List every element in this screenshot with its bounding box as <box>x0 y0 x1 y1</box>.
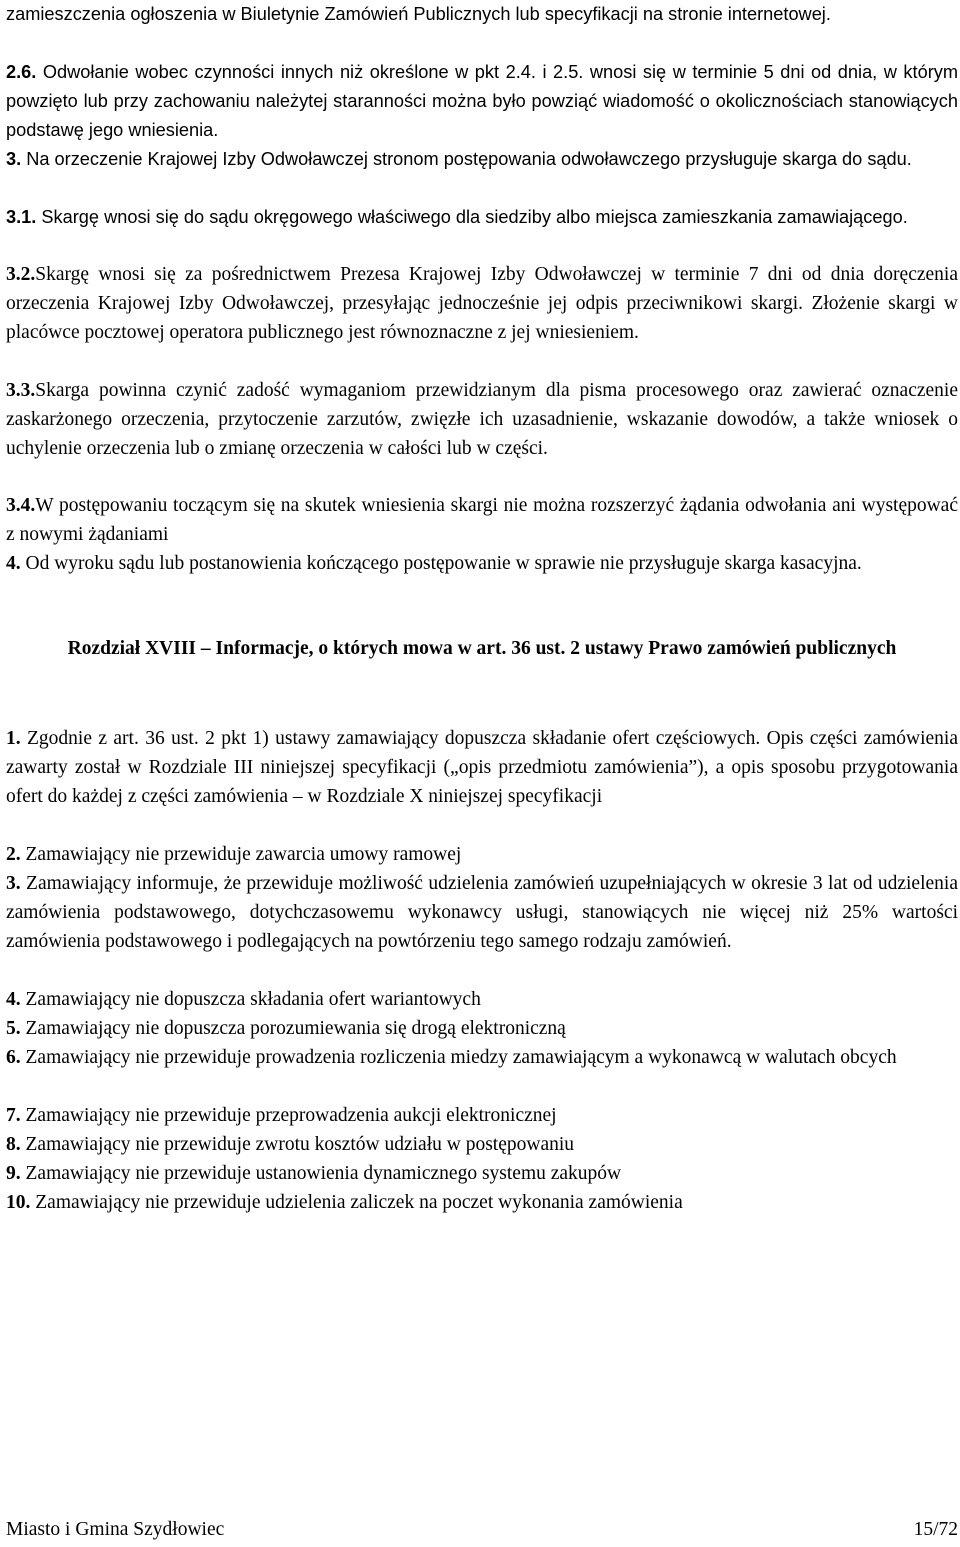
item-number: 2. <box>6 844 21 865</box>
item-text: Zamawiający nie przewiduje przeprowadzenia aukcji elektronicznej <box>20 1105 557 1126</box>
list-item-1 <box>6 724 958 811</box>
item-number: 1. <box>6 728 21 749</box>
paragraph-text: Skargę wnosi się do sądu okręgowego właściwego dla siedziby albo miejsca zamieszkania zamawiającego. <box>36 207 908 227</box>
document-page <box>6 0 958 1547</box>
paragraph-number: 3. <box>6 149 22 169</box>
list-item-2 <box>6 840 958 869</box>
paragraph-text: Na orzeczenie Krajowej Izby Odwoławczej stronom postępowania odwoławczego przysługuje skarga do sądu. <box>21 149 912 169</box>
paragraph-number: 4. <box>6 553 21 574</box>
item-number: 6. <box>6 1047 21 1068</box>
list-item-8 <box>6 1130 958 1159</box>
list-item-6 <box>6 1043 958 1072</box>
paragraph-text: Skargę wnosi się za pośrednictwem Prezesa Krajowej Izby Odwoławczej w terminie 7 dni od dnia doręczenia orzeczenia Krajowej Izby Odwoławczej, przesyłając jednocześnie jej odpis przeciwnikowi skargi. Złożenie skargi w placówce pocztowej operatora publicznego jest równoznaczne z jej wniesieniem. <box>6 264 958 343</box>
item-number: 9. <box>6 1163 21 1184</box>
item-number: 3. <box>6 873 21 894</box>
paragraph-3-2 <box>6 260 958 347</box>
item-text: Zamawiający nie przewiduje zwrotu kosztów udziału w postępowaniu <box>20 1134 575 1155</box>
item-number: 4. <box>6 989 21 1010</box>
paragraph-text: Od wyroku sądu lub postanowienia kończącego postępowanie w sprawie nie przysługuje skarga kasacyjna. <box>20 553 862 574</box>
list-item-9 <box>6 1159 958 1188</box>
item-text: Zamawiający nie przewiduje zawarcia umowy ramowej <box>20 844 462 865</box>
item-number: 8. <box>6 1134 21 1155</box>
list-item-3 <box>6 869 958 956</box>
list-item-5 <box>6 1014 958 1043</box>
paragraph-text: W postępowaniu toczącym się na skutek wniesienia skargi nie można rozszerzyć żądania odwołania ani występować z nowymi żądaniami <box>6 495 958 545</box>
item-text: Zamawiający nie przewiduje prowadzenia rozliczenia miedzy zamawiającym a wykonawcą w walutach obcych <box>20 1047 897 1068</box>
item-text: Zgodnie z art. 36 ust. 2 pkt 1) ustawy zamawiający dopuszcza składanie ofert częściowych. Opis części zamówienia zawarty został w Rozdziale III niniejszej specyfikacji („opis przedmiotu zamówienia”), a opis sposobu przygotowania ofert do każdej z części zamówienia – w Rozdziale X niniejszej specyfikacji <box>6 728 958 807</box>
paragraph-number: 3.2. <box>6 264 36 285</box>
paragraph-3 <box>6 145 958 174</box>
paragraph-number: 3.4. <box>6 495 36 516</box>
item-text: Zamawiający informuje, że przewiduje możliwość udzielenia zamówień uzupełniających w okresie 3 lat od udzielenia zamówienia podstawowego, dotychczasowemu wykonawcy usługi, stanowiących nie więcej niż 25% wartości zamówienia podstawowego i podlegających na powtórzeniu tego samego rodzaju zamówień. <box>6 873 958 952</box>
paragraph-4 <box>6 549 958 578</box>
paragraph-intro <box>6 0 958 29</box>
paragraph-3-4 <box>6 491 958 549</box>
paragraph-3-1 <box>6 203 958 232</box>
item-text: Zamawiający nie przewiduje ustanowienia dynamicznego systemu zakupów <box>20 1163 622 1184</box>
footer-page-number: 15/72 <box>913 1519 958 1540</box>
paragraph-3-3 <box>6 376 958 463</box>
paragraph-number: 2.6. <box>6 62 37 82</box>
paragraph-2-6 <box>6 58 958 145</box>
list-item-7 <box>6 1101 958 1130</box>
item-text: Zamawiający nie dopuszcza składania ofert wariantowych <box>20 989 481 1010</box>
list-item-10 <box>6 1188 958 1217</box>
paragraph-number: 3.3. <box>6 380 36 401</box>
chapter-heading: Rozdział XVIII – Informacje, o których mowa w art. 36 ust. 2 ustawy Prawo zamówień publicznych <box>67 638 897 659</box>
paragraph-number: 3.1. <box>6 207 37 227</box>
paragraph-text: Odwołanie wobec czynności innych niż określone w pkt 2.4. i 2.5. wnosi się w terminie 5 dni od dnia, w którym powzięto lub przy zachowaniu należytej staranności można było powziąć wiadomość o okolicznościach stanowiących podstawę jego wniesienia. <box>6 62 958 140</box>
paragraph-text: zamieszczenia ogłoszenia w Biuletynie Zamówień Publicznych lub specyfikacji na stronie internetowej. <box>6 4 831 24</box>
item-text: Zamawiający nie przewiduje udzielenia zaliczek na poczet wykonania zamówienia <box>30 1192 683 1213</box>
item-text: Zamawiający nie dopuszcza porozumiewania się drogą elektroniczną <box>20 1018 566 1039</box>
list-item-4 <box>6 985 958 1014</box>
paragraph-text: Skarga powinna czynić zadość wymaganiom przewidzianym dla pisma procesowego oraz zawierać oznaczenie zaskarżonego orzeczenia, przytoczenie zarzutów, zwięzłe ich uzasadnienie, wskazanie dowodów, a także wniosek o uchylenie orzeczenia lub o zmianę orzeczenia w całości lub w części. <box>6 380 958 459</box>
item-number: 7. <box>6 1105 21 1126</box>
item-number: 5. <box>6 1018 21 1039</box>
footer-organization: Miasto i Gmina Szydłowiec <box>6 1519 225 1540</box>
item-number: 10. <box>6 1192 31 1213</box>
